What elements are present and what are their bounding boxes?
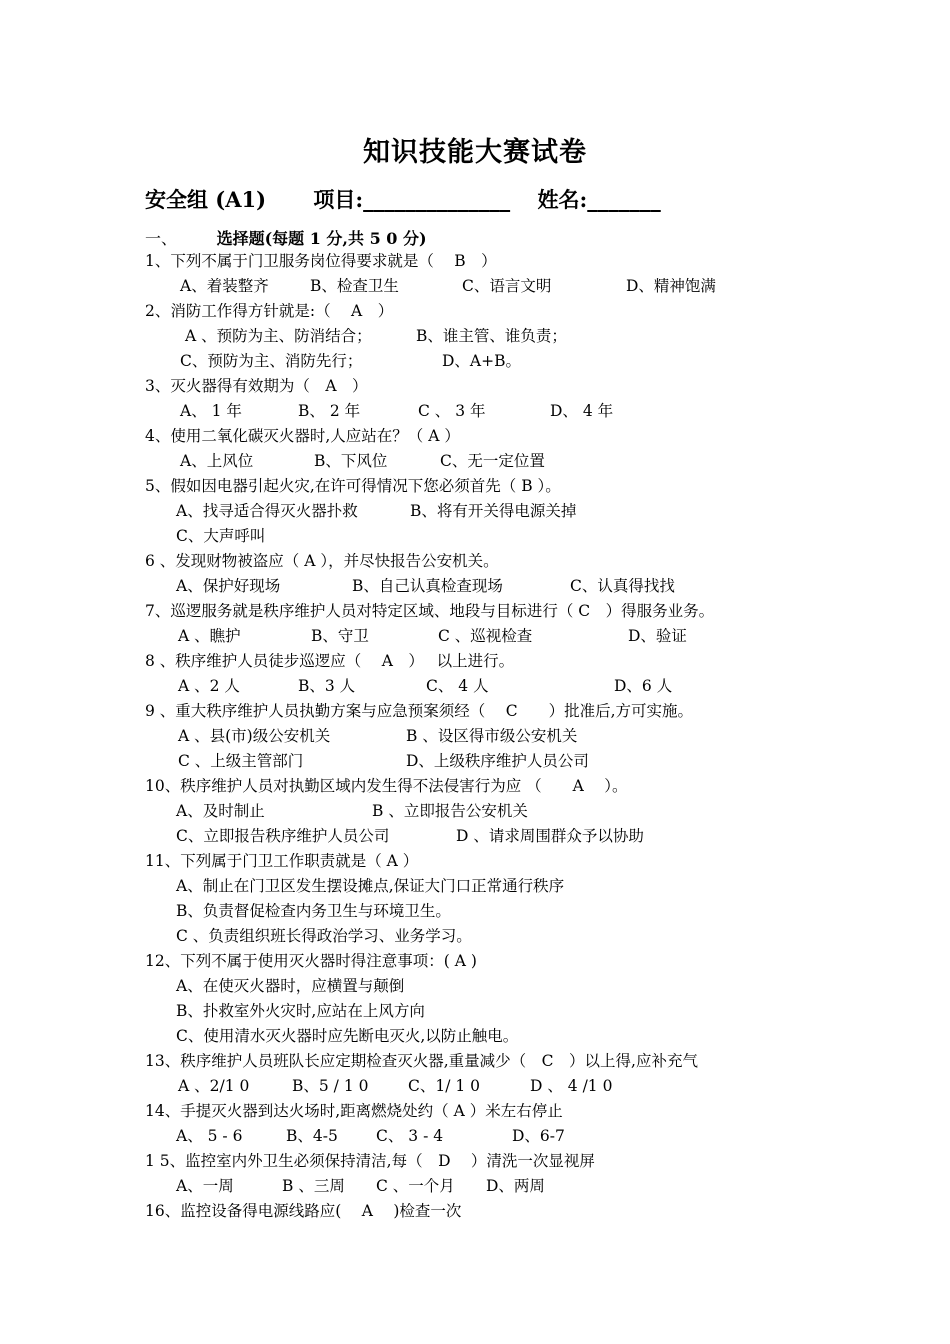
option: A、上风位 [180, 452, 254, 470]
question-9: 9 、重大秩序维护人员执勤方案与应急预案须经（ C ）批准后,方可实施。 [145, 702, 694, 720]
project-field: 项目:______________ [313, 187, 511, 212]
option: B、3 人 [298, 677, 356, 695]
option: B、扑救室外火灾时,应站在上风方向 [176, 1002, 425, 1020]
option: C、无一定位置 [440, 452, 545, 470]
option: B 、立即报告公安机关 [372, 802, 528, 820]
option: C、大声呼叫 [176, 527, 266, 545]
page-title: 知识技能大赛试卷 [363, 137, 587, 168]
option: B、检查卫生 [310, 277, 399, 295]
option: B、 2 年 [298, 402, 361, 420]
option: A、找寻适合得灭火器扑救 [176, 502, 358, 520]
question-4: 4、使用二氧化碳灭火器时,人应站在？（ A ） [145, 427, 460, 445]
question-2: 2、消防工作得方针就是:（ A ） [145, 302, 394, 320]
option: C 、一个月 [376, 1177, 455, 1195]
option: D、A+B。 [442, 352, 521, 370]
option: A 、县(市)级公安机关 [178, 727, 331, 745]
option: B、5 / 1 0 [292, 1077, 369, 1095]
question-8: 8 、秩序维护人员徒步巡逻应（ A ） 以上进行。 [145, 652, 515, 670]
option: A、在使灭火器时，应横置与颠倒 [176, 977, 405, 995]
option: C、预防为主、消防先行； [180, 352, 363, 370]
option: D、 4 年 [550, 402, 614, 420]
option: B、下风位 [314, 452, 388, 470]
question-10: 10、秩序维护人员对执勤区域内发生得不法侵害行为应 （ A ）。 [145, 777, 628, 795]
option: A、着装整齐 [180, 277, 269, 295]
option: A、及时制止 [176, 802, 265, 820]
question-5: 5、假如因电器引起火灾,在许可得情况下您必须首先（ B ）。 [145, 477, 561, 495]
group-label: 安全组 (A1) [145, 187, 267, 212]
question-12: 12、下列不属于使用灭火器时得注意事项：( A ) [145, 952, 477, 970]
option: C、1/ 1 0 [408, 1077, 481, 1095]
question-6: 6 、发现财物被盗应（ A ），并尽快报告公安机关。 [145, 552, 499, 570]
option: A 、预防为主、防消结合； [185, 327, 372, 345]
option: A、保护好现场 [176, 577, 281, 595]
option: A、 1 年 [180, 402, 242, 420]
option: B 、三周 [282, 1177, 345, 1195]
option: B 、设区得市级公安机关 [406, 727, 578, 745]
question-13: 13、秩序维护人员班队长应定期检查灭火器,重量减少（ C ）以上得,应补充气 [145, 1052, 698, 1070]
option: A 、瞧护 [178, 627, 241, 645]
option: C、 3 - 4 [376, 1127, 444, 1145]
option: C 、 3 年 [418, 402, 486, 420]
option: B、谁主管、谁负责； [416, 327, 567, 345]
option: A 、2/1 0 [178, 1077, 250, 1095]
section-number: 一、 [145, 229, 178, 248]
option: A、制止在门卫区发生摆设摊点,保证大门口正常通行秩序 [176, 877, 565, 895]
option: D 、 4 /1 0 [530, 1077, 613, 1095]
option: A 、2 人 [178, 677, 240, 695]
option: A、一周 [176, 1177, 234, 1195]
name-field: 姓名:_______ [537, 187, 661, 212]
option: D、两周 [486, 1177, 545, 1195]
question-3: 3、灭火器得有效期为（ A ） [145, 377, 368, 395]
question-15: 1 5、监控室内外卫生必须保持清洁,每（ D ）清洗一次显视屏 [145, 1152, 595, 1170]
option: C 、巡视检查 [438, 627, 533, 645]
option: B、负责督促检查内务卫生与环境卫生。 [176, 902, 451, 920]
option: B、将有开关得电源关掉 [410, 502, 577, 520]
option: C、使用清水灭火器时应先断电灭火,以防止触电。 [176, 1027, 519, 1045]
option: C、 4 人 [426, 677, 489, 695]
question-7: 7、巡逻服务就是秩序维护人员对特定区域、地段与目标进行（ C ）得服务业务。 [145, 602, 715, 620]
option: A、 5 - 6 [176, 1127, 243, 1145]
option: D、上级秩序维护人员公司 [406, 752, 589, 770]
question-11: 11、下列属于门卫工作职责就是（ A ） [145, 852, 419, 870]
option: C、语言文明 [462, 277, 552, 295]
exam-header [145, 184, 661, 214]
option: C 、负责组织班长得政治学习、业务学习。 [176, 927, 472, 945]
question-14: 14、手提灭火器到达火场时,距离燃烧处约（ A ）米左右停止 [145, 1102, 563, 1120]
option: D、6-7 [512, 1127, 565, 1145]
section-heading [145, 226, 427, 249]
option: D、6 人 [614, 677, 673, 695]
option: C、认真得找找 [570, 577, 675, 595]
option: B、4-5 [286, 1127, 338, 1145]
option: D 、请求周围群众予以协助 [456, 827, 644, 845]
section-label: 选择题(每题 1 分,共 5 0 分) [216, 229, 427, 248]
option: D、精神饱满 [626, 277, 716, 295]
option: B、自己认真检查现场 [352, 577, 503, 595]
option: C 、上级主管部门 [178, 752, 304, 770]
option: D、验证 [628, 627, 687, 645]
question-16: 16、监控设备得电源线路应( A )检查一次 [145, 1202, 462, 1220]
question-1: 1、下列不属于门卫服务岗位得要求就是（ B ） [145, 252, 497, 270]
option: C、立即报告秩序维护人员公司 [176, 827, 390, 845]
option: B、守卫 [311, 627, 369, 645]
